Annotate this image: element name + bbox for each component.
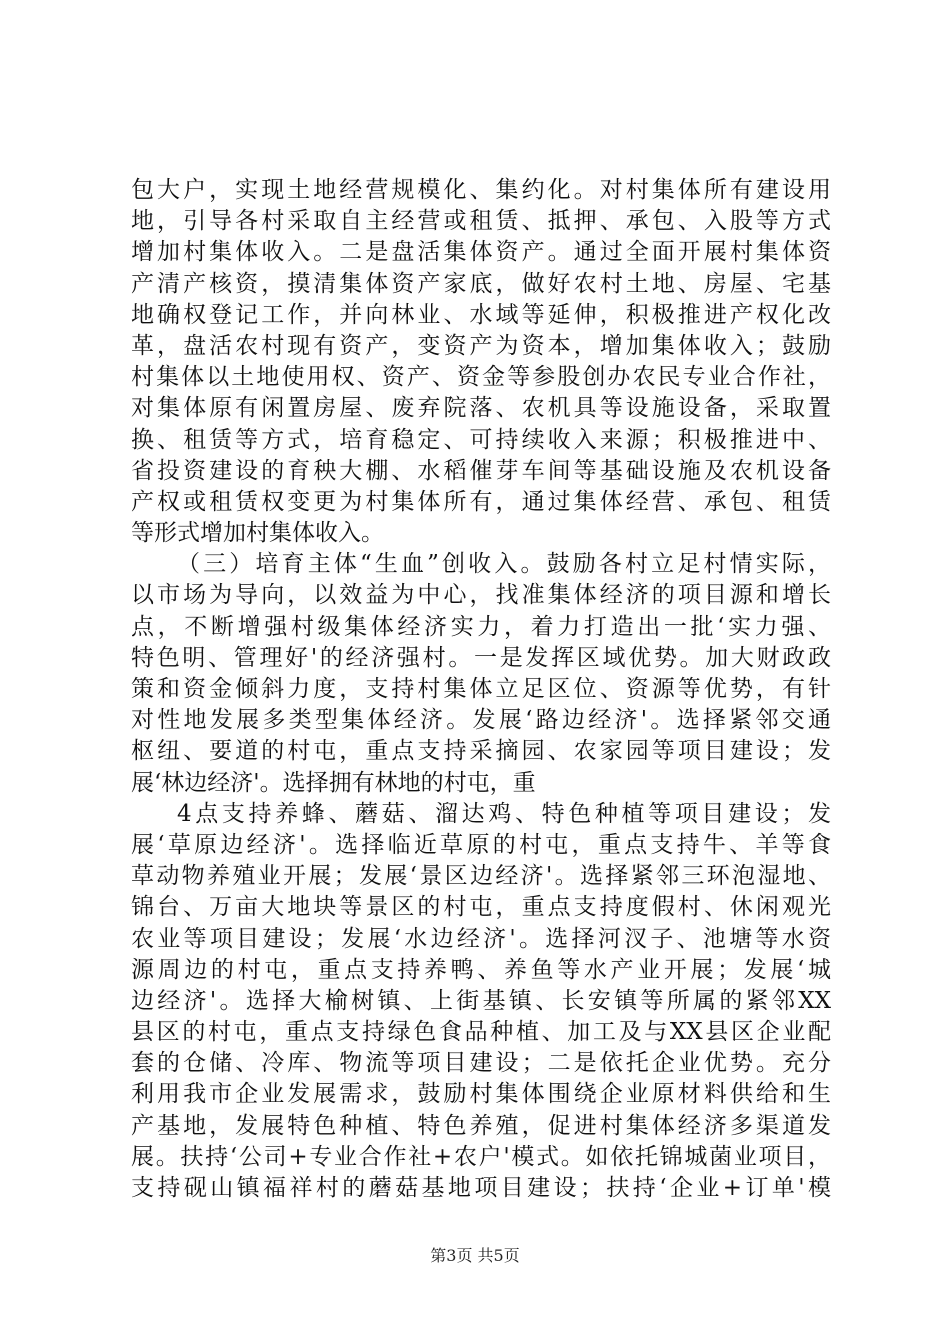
text-line: 点，不断增强村级集体经济实力，着力打造出一批‘实力强、 [131, 613, 831, 640]
text-line: 产清产核资，摸清集体资产家底，做好农村土地、房屋、宅基 [131, 270, 831, 297]
text-line: 产权或租赁权变更为村集体所有，通过集体经营、承包、租赁 [131, 488, 831, 515]
text-line: 源周边的村屯，重点支持养鸭、养鱼等水产业开展；发展‘城 [131, 956, 831, 983]
text-line: 草动物养殖业开展；发展‘景区边经济'。选择紧邻三环泡湿地、 [131, 863, 831, 890]
text-line: 革，盘活农村现有资产，变资产为资本，增加集体收入；鼓励 [131, 332, 831, 359]
text-line: 产基地，发展特色种植、特色养殖，促进村集体经济多渠道发 [131, 1112, 831, 1139]
text-line: 村集体以土地使用权、资产、资金等参股创办农民专业合作社， [131, 364, 831, 391]
text-line: 地，引导各村采取自主经营或租赁、抵押、承包、入股等方式 [131, 208, 831, 235]
text-line: 特色明、管理好'的经济强村。一是发挥区域优势。加大财政政 [131, 644, 831, 671]
text-line: 包大户，实现土地经营规模化、集约化。对村集体所有建设用 [131, 177, 831, 203]
text-line: （三）培育主体“生血”创收入。鼓励各村立足村情实际， [177, 551, 831, 578]
text-line: 换、租赁等方式，培育稳定、可持续收入来源；积极推进中、 [131, 426, 831, 453]
text-line: 等形式增加村集体收入。 [131, 520, 384, 547]
text-line: 地确权登记工作，并向林业、水域等延伸，积极推进产权化改 [131, 301, 831, 328]
text-line: 展。扶持‘公司+专业合作社+农户'模式。如依托锦城菌业项目， [131, 1143, 831, 1170]
text-line: 利用我市企业发展需求，鼓励村集体围绕企业原材料供给和生 [131, 1081, 831, 1108]
text-line: 4点支持养蜂、蘑菇、溜达鸡、特色种植等项目建设；发 [177, 800, 831, 827]
text-line: 省投资建设的育秧大棚、水稻催芽车间等基础设施及农机设备 [131, 457, 831, 484]
text-line: 县区的村屯，重点支持绿色食品种植、加工及与XX县区企业配 [131, 1019, 831, 1046]
text-line: 对性地发展多类型集体经济。发展‘路边经济'。选择紧邻交通 [131, 707, 831, 734]
text-line: 以市场为导向，以效益为中心，找准集体经济的项目源和增长 [131, 582, 831, 609]
text-line: 展‘林边经济'。选择拥有林地的村屯，重 [131, 769, 536, 796]
text-line: 对集体原有闲置房屋、废弃院落、农机具等设施设备，采取置 [131, 395, 831, 422]
text-line: 套的仓储、冷库、物流等项目建设；二是依托企业优势。充分 [131, 1050, 831, 1077]
text-line: 锦台、万亩大地块等景区的村屯，重点支持度假村、休闲观光 [131, 894, 831, 921]
text-line: 增加村集体收入。二是盘活集体资产。通过全面开展村集体资 [131, 239, 831, 266]
page-number-footer: 第3页 共5页 [430, 1246, 520, 1265]
text-line: 边经济'。选择大榆树镇、上街基镇、长安镇等所属的紧邻XX [131, 987, 831, 1014]
document-body [131, 175, 831, 1204]
text-line: 支持砚山镇福祥村的蘑菇基地项目建设；扶持‘企业+订单'模 [131, 1175, 831, 1201]
text-line: 策和资金倾斜力度，支持村集体立足区位、资源等优势，有针 [131, 676, 831, 702]
text-line: 枢纽、要道的村屯，重点支持采摘园、农家园等项目建设；发 [131, 738, 831, 765]
text-line: 展‘草原边经济'。选择临近草原的村屯，重点支持牛、羊等食 [131, 831, 831, 858]
text-line: 农业等项目建设；发展‘水边经济'。选择河汊子、池塘等水资 [131, 925, 831, 952]
